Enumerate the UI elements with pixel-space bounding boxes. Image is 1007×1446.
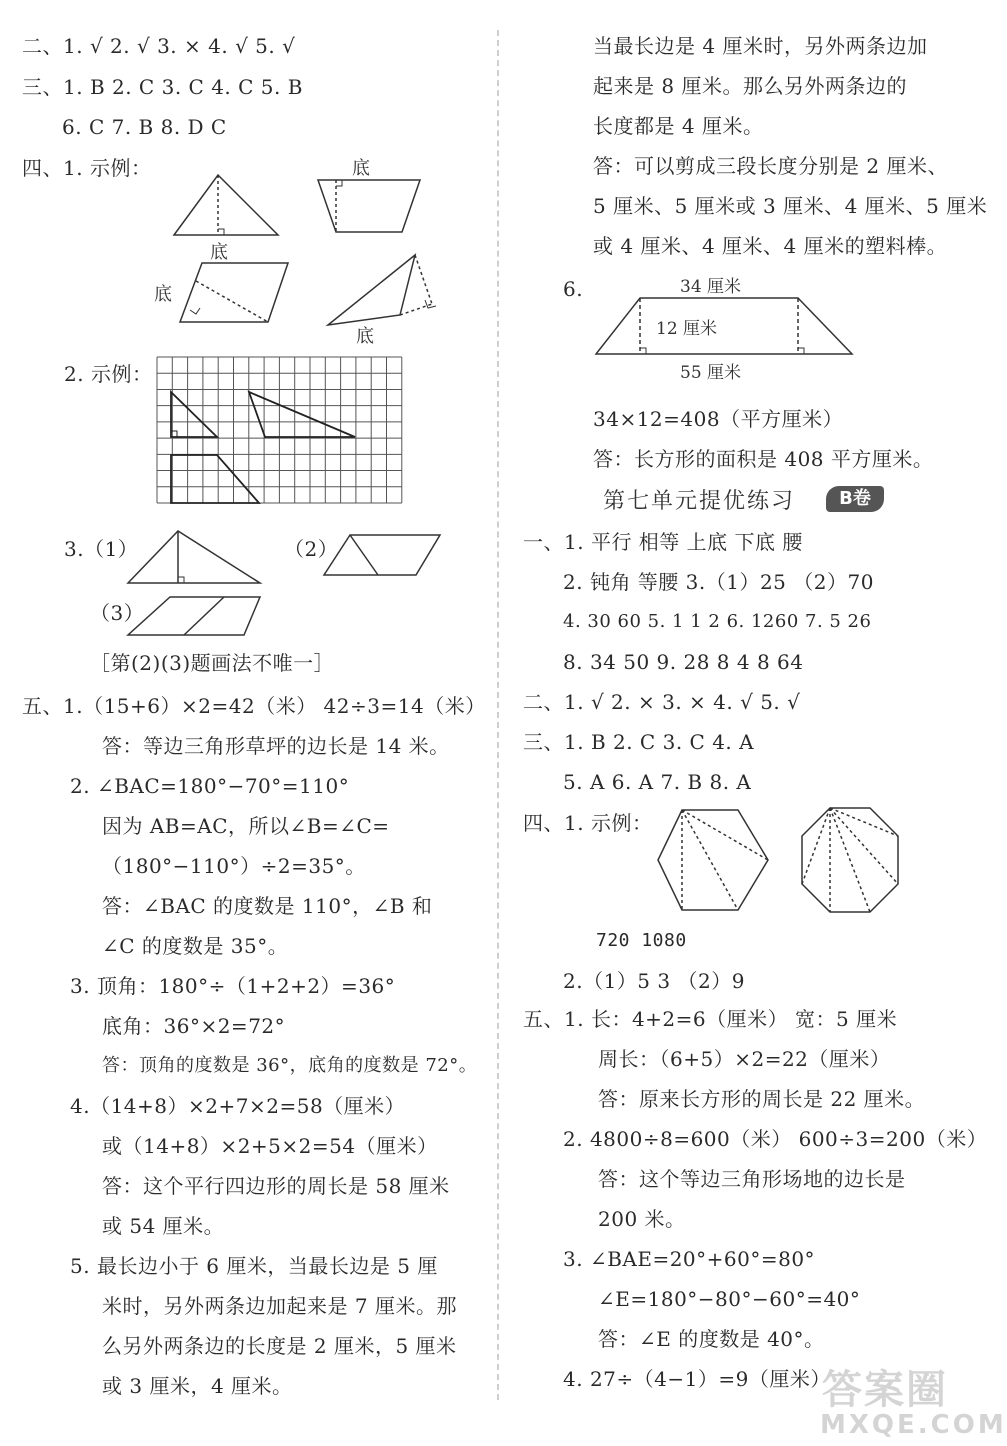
answer-line: 或 54 厘米。 [102, 1214, 225, 1238]
answer-line: ∠C 的度数是 35°。 [102, 934, 289, 958]
trapezoid-bottom-label: 55 厘米 [680, 363, 742, 383]
triangle-shape [174, 175, 278, 235]
answer-line: 底角：36°×2=72° [102, 1014, 286, 1038]
answer-line: 答：这个等边三角形场地的边长是 [598, 1167, 906, 1191]
column-divider [497, 30, 499, 1400]
answer-line: 五、1. 长：4+2=6（厘米） 宽：5 厘米 [523, 1007, 898, 1031]
answer-line: 720 1080 [596, 930, 687, 951]
answer-line: 答：长方形的面积是 408 平方厘米。 [593, 447, 934, 471]
answer-line: 2. 钝角 等腰 3.（1）25 （2）70 [563, 570, 874, 594]
answer-line: 米时，另外两条边加起来是 7 厘米。那 [102, 1294, 457, 1318]
answer-line: 2. ∠BAC=180°−70°=110° [70, 774, 350, 798]
answer-line: 或 4 厘米、4 厘米、4 厘米的塑料棒。 [593, 234, 948, 258]
answer-line: 长度都是 4 厘米。 [593, 114, 764, 138]
answer-line: 或 3 厘米，4 厘米。 [102, 1374, 293, 1398]
answer-line: 6. [563, 277, 584, 301]
answer-line: 答：∠BAC 的度数是 110°，∠B 和 [102, 894, 433, 918]
section-title: 第七单元提优练习 [603, 489, 796, 514]
base-label: 底 [210, 242, 228, 263]
answer-line: 五、1.（15+6）×2=42（米） 42÷3=14（米） [22, 694, 486, 718]
split-trapezoid [128, 597, 260, 635]
watermark-url: MXQE.COM [820, 1410, 1007, 1440]
answer-line: 答：这个平行四边形的周长是 58 厘米 [102, 1174, 450, 1198]
answer-line: 起来是 8 厘米。那么另外两条边的 [593, 74, 907, 98]
answer-line: 三、1. B 2. C 3. C 4. C 5. B [22, 75, 303, 99]
trapezoid-shape [318, 180, 420, 232]
answer-line: 6. C 7. B 8. D C [62, 115, 227, 139]
answer-line: 一、1. 平行 相等 上底 下底 腰 [523, 530, 803, 554]
split-shapes [120, 525, 450, 645]
split-triangle [128, 531, 260, 583]
answer-line: 周长：（6+5）×2=22（厘米） [598, 1047, 891, 1071]
grid-triangle [171, 392, 217, 437]
split-parallelogram [324, 535, 440, 575]
answer-line: 4. 30 60 5. 1 1 2 6. 1260 7. 5 26 [563, 611, 872, 632]
answer-line: 2. 示例： [64, 362, 153, 386]
answer-line: 或（14+8）×2+5×2=54（厘米） [102, 1134, 438, 1158]
answer-line: （180°−110°）÷2=35°。 [102, 854, 366, 878]
section-badge: B卷 [826, 486, 884, 512]
answer-line: （2） [284, 537, 339, 561]
grid-drawing [155, 355, 411, 505]
answer-line: ［第(2)(3)题画法不唯一］ [90, 651, 335, 675]
answer-line: 答：可以剪成三段长度分别是 2 厘米、 [593, 154, 948, 178]
trapezoid-figure [590, 270, 860, 385]
answer-line: 2. 4800÷8=600（米） 600÷3=200（米） [563, 1127, 988, 1151]
answer-line: 3.（1） [64, 537, 139, 561]
answer-line: 2.（1）5 3 （2）9 [563, 969, 745, 993]
answer-line: 4.（14+8）×2+7×2=58（厘米） [70, 1094, 406, 1118]
answer-line: 当最长边是 4 厘米时，另外两条边加 [593, 34, 928, 58]
answer-line: 答：顶角的度数是 36°，底角的度数是 72°。 [102, 1055, 478, 1076]
answer-line: 5. 最长边小于 6 厘米，当最长边是 5 厘 [70, 1254, 438, 1278]
answer-line: 3. 顶角：180°÷（1+2+2）=36° [70, 974, 396, 998]
trapezoid-top-label: 34 厘米 [680, 277, 742, 297]
answer-line: 答：原来长方形的周长是 22 厘米。 [598, 1087, 926, 1111]
answer-line: 么另外两条边的长度是 2 厘米，5 厘米 [102, 1334, 457, 1358]
base-label: 底 [352, 158, 370, 179]
answer-line: 200 米。 [598, 1207, 686, 1231]
answer-line: 4. 27÷（4−1）=9（厘米） [563, 1367, 831, 1391]
answer-line: 三、1. B 2. C 3. C 4. A [523, 730, 755, 754]
answer-line: 二、1. √ 2. √ 3. × 4. √ 5. √ [22, 34, 296, 58]
polygon-diagonals [650, 800, 930, 920]
height-diagrams [154, 150, 480, 347]
base-label: 底 [154, 284, 172, 305]
answer-line: ∠E=180°−80°−60°=40° [598, 1287, 861, 1311]
answer-line: 答：等边三角形草坪的边长是 14 米。 [102, 734, 450, 758]
answer-line: 因为 AB=AC，所以∠B=∠C= [102, 814, 390, 838]
answer-line: 5. A 6. A 7. B 8. A [563, 770, 752, 794]
answer-line: 3. ∠BAE=20°+60°=80° [563, 1247, 816, 1271]
watermark-logo: 答案圈 [822, 1367, 948, 1413]
grid-trapezoid [171, 455, 259, 503]
answer-line: 8. 34 50 9. 28 8 4 8 64 [563, 650, 804, 674]
answer-line: 二、1. √ 2. × 3. × 4. √ 5. √ [523, 690, 801, 714]
answer-line: 答：∠E 的度数是 40°。 [598, 1327, 825, 1351]
answer-line: 34×12=408（平方厘米） [593, 407, 844, 431]
hexagon-shape [658, 810, 768, 910]
answer-line: 四、1. 示例： [523, 811, 653, 835]
base-label: 底 [356, 326, 374, 347]
trapezoid-height-label: 12 厘米 [656, 319, 718, 339]
answer-line: 5 厘米、5 厘米或 3 厘米、4 厘米、5 厘米 [593, 194, 988, 218]
answer-line: 四、1. 示例： [22, 156, 152, 180]
grid-triangle [249, 392, 355, 437]
answer-line: （3） [90, 601, 145, 625]
